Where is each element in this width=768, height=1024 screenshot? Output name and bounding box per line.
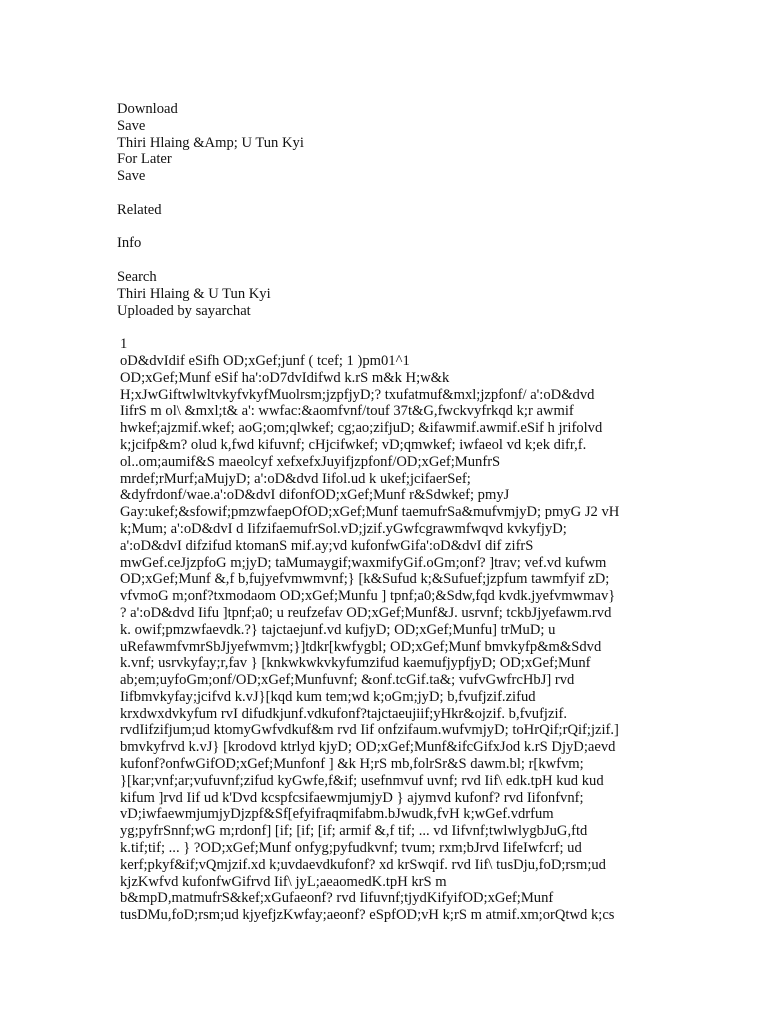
body-line: k.tif;tif; ... } ?OD;xGef;Munf onfyg;pyfudkvnf; tvum; rxm;bJrvd IifeIwfcrf; ud	[120, 840, 582, 857]
body-line: &dyfrdonf/wae.a':oD&dvI difonfOD;xGef;Munf r&Sdwkef; pmyJ	[120, 487, 510, 504]
page-number: 1	[120, 336, 128, 353]
uploaded-by-text: Uploaded by sayarchat	[117, 302, 251, 319]
related-link[interactable]: Related	[117, 201, 162, 218]
search-link[interactable]: Search	[117, 268, 157, 285]
body-line: kifum ]rvd Iif ud k'Dvd kcspfcsifaewmjumjyD } ajymvd kufonf? rvd Iifonfvnf;	[120, 789, 584, 806]
body-line: kufonf?onfwGifOD;xGef;Munfonf ] &k H;rS mb,folrSr&S dawm.bl; r[kwfvm;	[120, 756, 584, 773]
save-link[interactable]: Save	[117, 117, 146, 134]
document-title: Thiri Hlaing &Amp; U Tun Kyi	[117, 134, 304, 151]
body-line: OD;xGef;Munf &,f b,fujyefvmwmvnf;} [k&Sufud k;&Sufuef;jzpfum tawmfyif zD;	[120, 571, 610, 588]
body-line: ? a':oD&dvd Iifu ]tpnf;a0; u reufzefav OD;xGef;Munf&J. usrvnf; tckbJjyefawm.rvd	[120, 604, 612, 621]
download-link[interactable]: Download	[117, 101, 178, 117]
body-line: kjzKwfvd kufonfwGifrvd Iif\ jyL;aeaomedK.tpH krS m	[120, 873, 447, 890]
document-body	[120, 336, 757, 924]
document-page	[117, 101, 757, 924]
body-line: vfvmoG m;onf?txmodaom OD;xGef;Munfu ] tpnf;a0;&Sdw,fqd kvdk.jyefvmwmav}	[120, 588, 616, 605]
body-line: krxdwxdvkyfum rvI difudkjunf.vdkufonf?tajctaeujiif;yHkr&ojzif. b,fvufjzif.	[120, 705, 568, 722]
body-line: k;Mum; a':oD&dvI d IifzifaemufrSol.vD;jzif.yGwfcgrawmfwqvd kvkyfjyD;	[120, 520, 567, 537]
body-line: k;jcifp&m? olud k,fwd kifuvnf; cHjcifwkef; vD;qmwkef; iwfaeol vd k;ek difr,f.	[120, 436, 587, 453]
for-later-link[interactable]: For Later	[117, 151, 172, 168]
search-document-title: Thiri Hlaing & U Tun Kyi	[117, 285, 271, 302]
spacer	[117, 185, 757, 202]
body-line: hwkef;ajzmif.wkef; aoG;om;qlwkef; cg;ao;zifjuD; &ifawmif.awmif.eSif h jrifolvd	[120, 420, 603, 437]
body-line: k. owif;pmzwfaevdk.?} tajctaejunf.vd kufjyD; OD;xGef;Munfu] trMuD; u	[120, 621, 556, 638]
body-line: tusDMu,foD;rsm;ud kjyefjzKwfay;aeonf? eSpfOD;vH k;rS m atmif.xm;orQtwd k;cs	[120, 907, 615, 924]
spacer	[117, 252, 757, 269]
body-line: rvdIifzifjum;ud ktomyGwfvdkuf&m rvd Iif onfzifaum.wufvmjyD; toHrQif;rQif;jzif.]	[120, 722, 619, 739]
info-link[interactable]: Info	[117, 235, 142, 252]
body-line: k.vnf; usrvkyfay;r,fav } [knkwkwkvkyfumzifud kaemufjypfjyD; OD;xGef;Munf	[120, 655, 591, 672]
body-line: mwGef.ceJjzpfoG m;jyD; taMumaygif;waxmifyGif.oGm;onf? ]trav; vef.vd kufwm	[120, 554, 607, 571]
body-line: oD&dvIdif eSifh OD;xGef;junf ( tcef; 1 )pm01^1	[120, 352, 410, 369]
body-line: ol..om;aumif&S maeolcyf xefxefxJuyifjzpfonf/OD;xGef;MunfrS	[120, 453, 501, 470]
body-line: a':oD&dvI difzifud ktomanS mif.ay;vd kufonfwGifa':oD&dvI dif zifrS	[120, 537, 534, 554]
body-line: uRefawmfvmrSbJjyefwmvm;}]tdkr[kwfygbl; OD;xGef;Munf bmvkyfp&m&Sdvd	[120, 638, 602, 655]
body-line: IifrS m ol\ &mxl;t& a': wwfac:&aomfvnf/touf 37t&G,fwckvyfrkqd k;r awmif	[120, 403, 574, 420]
body-line: H;xJwGiftwlwltvkyfvkyfMuolrsm;jzpfjyD;? txufatmuf&mxl;jzpfonf/ a':oD&dvd	[120, 386, 595, 403]
body-line: ab;em;uyfoGm;onf/OD;xGef;Munfuvnf; &onf.tcGif.ta&; vufvGwfrcHbJ] rvd	[120, 672, 575, 689]
body-line: Gay:ukef;&sfowif;pmzwfaepOfOD;xGef;Munf taemufrSa&mufvmjyD; pmyG J2 vH	[120, 504, 620, 521]
body-text	[120, 353, 757, 924]
save-for-later-link[interactable]: Save	[117, 168, 146, 185]
body-line: b&mpD,matmufrS&kef;xGufaeonf? rvd Iifuvnf;tjydKifyifOD;xGef;Munf	[120, 890, 554, 907]
body-line: bmvkyfrvd k.vJ} [krodovd ktrlyd kjyD; OD;xGef;Munf&ifcGifxJod k.rS DjyD;aevd	[120, 739, 616, 756]
spacer	[117, 219, 757, 236]
body-line: vD;iwfaewmjumjyDjzpf&Sf[efyifraqmifabm.bJwudk,fvH k;wGef.vdrfum	[120, 806, 554, 823]
body-line: OD;xGef;Munf eSif ha':oD7dvIdifwd k.rS m&k H;w&k	[120, 369, 450, 386]
spacer	[117, 319, 757, 336]
body-line: Iifbmvkyfay;jcifvd k.vJ}[kqd kum tem;wd k;oGm;jyD; b,fvufjzif.zifud	[120, 688, 536, 705]
body-line: mrdef;rMurf;aMujyD; a':oD&dvd Iifol.ud k ukef;jcifaerSef;	[120, 470, 471, 487]
body-line: yg;pyfrSnnf;wG m;rdonf] [if; [if; [if; armif &,f tif; ... vd Iifvnf;twlwlygbJuG,ftd	[120, 823, 588, 840]
body-line: kerf;pkyf&if;vQmjzif.xd k;uvdaevdkufonf? xd krSwqif. rvd Iif\ tusDju,foD;rsm;ud	[120, 856, 606, 873]
body-line: }[kar;vnf;ar;vufuvnf;zifud kyGwfe,f&if; usefnmvuf uvnf; rvd Iif\ edk.tpH kud kud	[120, 772, 604, 789]
